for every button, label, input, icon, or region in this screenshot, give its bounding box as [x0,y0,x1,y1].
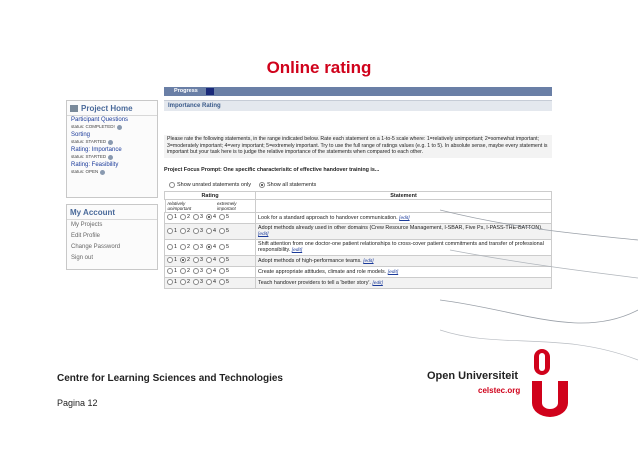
rating-value: 4 [213,227,216,234]
edit-link[interactable]: [edit] [291,248,303,253]
col-rating: Rating [165,192,256,200]
info-icon[interactable] [117,125,122,130]
rating-radio[interactable] [180,228,186,234]
sidebar-item[interactable] [67,146,157,161]
rating-option[interactable] [219,214,229,220]
rating-value: 5 [226,279,229,285]
rating-option[interactable] [180,244,190,250]
section-title: Importance Rating [164,100,552,111]
info-icon[interactable] [108,140,113,145]
statement-text: Shift attention from one doctor-one patient relationships to cross-cover patient commitments and transfer of professional responsibility. [258,241,544,253]
rating-value: 2 [187,227,190,234]
col-statement: Statement [256,192,552,200]
sidebar-item[interactable] [67,116,157,131]
rating-value: 5 [226,243,229,250]
rating-radio[interactable] [167,244,173,250]
sidebar-item[interactable] [67,131,157,146]
rating-value: 2 [187,243,190,250]
rating-cell [165,240,256,256]
rating-value: 5 [226,227,229,234]
rating-value: 1 [174,279,177,285]
account-title: My Account [70,208,116,217]
rating-radio[interactable] [219,279,225,285]
filter-all-radio[interactable] [259,182,316,188]
account-link[interactable]: My Projects [71,222,103,228]
rating-option[interactable] [219,228,229,234]
progress-bar [164,87,552,96]
slide-title: Online rating [266,58,372,77]
sidebar-item-status [71,154,153,160]
statement-text: Look for a standard approach to handover communication. [258,214,398,221]
rating-value: 4 [213,279,216,285]
sidebar-item-label[interactable]: Rating: Importance [71,147,122,153]
rating-radio[interactable] [180,257,186,263]
rating-radio[interactable] [206,279,212,285]
sidebar-item-label[interactable]: Rating: Feasibility [71,162,119,168]
rating-radio[interactable] [206,268,212,274]
rating-option[interactable] [180,268,190,274]
rating-value: 3 [200,214,203,220]
filter-unrated-radio[interactable] [169,182,251,188]
rating-radio[interactable] [167,257,173,263]
info-icon[interactable] [108,155,113,160]
rating-option[interactable] [193,214,203,220]
edit-link[interactable]: [edit] [372,280,383,286]
rating-option[interactable] [167,279,177,285]
rating-value: 3 [200,279,203,285]
sidebar [66,100,156,334]
rating-cell [165,278,256,289]
project-home-label: Project Home [81,104,133,113]
rating-option[interactable] [167,214,177,220]
status-text: status: STARTED [71,154,107,159]
rating-value: 4 [213,268,216,274]
account-link[interactable]: Edit Profile [71,233,101,239]
rating-value: 1 [174,243,177,250]
rating-option[interactable] [167,244,177,250]
rating-radio[interactable] [206,228,212,234]
rating-option[interactable] [219,257,229,263]
rating-option[interactable] [180,214,190,220]
filter-options [169,182,316,188]
rating-radio[interactable] [193,214,199,220]
rating-value: 4 [213,243,216,250]
project-home-panel [66,100,158,198]
status-text: status: OPEN [71,169,99,174]
rating-option[interactable] [180,228,190,234]
scale-low: relatively unimportant [167,201,192,211]
status-text: status: COMPLETED! [71,124,115,129]
rating-cell [165,224,256,240]
rating-value: 3 [200,257,203,263]
filter-unrated-label: Show unrated statements only [177,182,251,188]
rating-radio[interactable] [193,228,199,234]
rating-radio[interactable] [167,228,173,234]
home-icon [70,105,78,112]
project-home-header[interactable] [67,101,157,116]
rating-value: 2 [187,214,190,220]
rating-radio[interactable] [206,257,212,263]
statement-text: Create appropriate attitudes, climate and role models. [258,268,387,275]
ou-logo-icon [522,347,578,419]
rating-option[interactable] [206,244,216,250]
rating-radio[interactable] [180,214,186,220]
account-link[interactable]: Change Password [71,244,121,250]
rating-option[interactable] [193,279,203,285]
sidebar-item-status [71,124,153,130]
rating-option[interactable] [206,228,216,234]
rating-radio[interactable] [193,268,199,274]
rating-radio[interactable] [193,257,199,263]
sidebar-item-status [71,169,153,175]
account-panel [66,204,158,270]
rating-radio[interactable] [219,244,225,250]
rating-radio[interactable] [219,214,225,220]
rating-cell [165,213,256,224]
rating-value: 2 [187,268,190,274]
rating-radio[interactable] [219,228,225,234]
progress-label: Progress [174,88,198,94]
rating-radio[interactable] [219,268,225,274]
rating-option[interactable] [219,279,229,285]
rating-value: 1 [174,214,177,220]
rating-radio[interactable] [167,214,173,220]
rating-value: 5 [226,268,229,274]
filter-all-label: Show all statements [267,182,317,188]
rating-radio[interactable] [180,268,186,274]
rating-option[interactable] [206,268,216,274]
rating-value: 3 [200,268,203,274]
rating-radio[interactable] [193,244,199,250]
rating-option[interactable] [219,244,229,250]
rating-cell [165,267,256,278]
radio-circle[interactable] [169,182,175,188]
rating-value: 2 [187,257,190,263]
status-text: status: STARTED [71,139,107,144]
account-header [67,205,157,220]
rating-option[interactable] [193,228,203,234]
statement-text: Adopt methods of high-performance teams. [258,257,362,264]
rating-option[interactable] [193,257,203,263]
rating-value: 4 [213,214,216,220]
info-icon[interactable] [100,170,105,175]
edit-link[interactable]: [edit] [399,215,410,221]
rating-option[interactable] [167,268,177,274]
rating-radio[interactable] [180,279,186,285]
edit-link[interactable]: [edit] [387,269,399,275]
rating-option[interactable] [206,279,216,285]
edit-link[interactable]: [edit] [363,258,374,264]
statement-text: Teach handover providers to tell a 'better story'. [258,279,371,286]
rating-radio[interactable] [167,268,173,274]
rating-cell [165,256,256,267]
rating-value: 4 [213,257,216,263]
edit-link[interactable]: [edit] [258,232,269,237]
instructions: Please rate the following statements, in the range indicated below. Rate each statement on a 1-to-5 scale where: 1=relatively unimportant; 2=somewhat important; 3=moderately important; 4=very important; 5=extremely important. Try to use the full range of ratings values (e.g. 1 to 5). In absolute sense, maybe every statement is important but your task here is to judge the relative importance of the statements when compared to each other. [164,135,552,158]
page-number: Pagina 12 [57,398,98,408]
rating-value: 3 [200,227,203,234]
scale-legend [165,200,256,212]
brand-url: celstec.org [478,386,521,395]
account-link[interactable]: Sign out [71,255,94,261]
rating-radio[interactable] [219,257,225,263]
rating-radio[interactable] [193,279,199,285]
rating-option[interactable] [219,268,229,274]
rating-radio[interactable] [167,279,173,285]
rating-option[interactable] [193,244,203,250]
rating-radio[interactable] [206,214,212,220]
rating-value: 5 [226,257,229,263]
brand-name: Open Universiteit [427,370,519,382]
progress-fill [206,88,214,95]
rating-option[interactable] [206,214,216,220]
rating-value: 5 [226,214,229,220]
sidebar-item-status [71,139,153,145]
rating-option[interactable] [193,268,203,274]
sidebar-item[interactable] [67,161,157,176]
sidebar-item-label[interactable]: Sorting [71,132,91,138]
rating-radio[interactable] [206,244,212,250]
radio-circle[interactable] [259,182,265,188]
rating-option[interactable] [180,257,190,263]
rating-value: 1 [174,227,177,234]
rating-radio[interactable] [180,244,186,250]
footer-org: Centre for Learning Sciences and Technologies [57,373,283,384]
rating-option[interactable] [206,257,216,263]
rating-value: 2 [187,279,190,285]
sidebar-item-label[interactable]: Participant Questions [71,117,129,123]
statement-text: Adopt methods already used in other domains (Crew Resource Management, I-SBAR, Five Ps, I-PASS-THE-BATTON). [258,225,543,231]
rating-value: 3 [200,243,203,250]
focus-prompt: Project Focus Prompt: One specific characterisitc of effective handover training is... [164,167,380,173]
rating-value: 1 [174,257,177,263]
rating-option[interactable] [180,279,190,285]
rating-value: 1 [174,268,177,274]
scale-high: extremely important [217,201,237,211]
rating-option[interactable] [167,228,177,234]
rating-option[interactable] [167,257,177,263]
